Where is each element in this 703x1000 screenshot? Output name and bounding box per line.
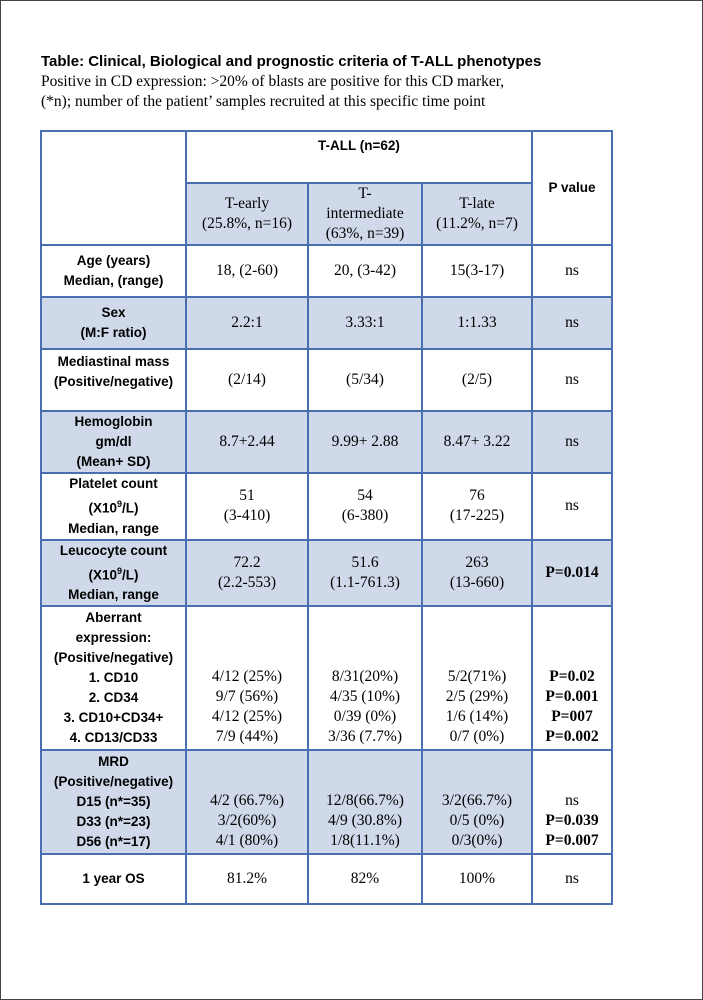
cell-platelet-pvalue: ns bbox=[532, 473, 612, 540]
row-label-sex: Sex (M:F ratio) bbox=[41, 297, 186, 349]
cell-leucocyte-pvalue: P=0.014 bbox=[532, 540, 612, 607]
caption-line-2: (*n); number of the patient’ samples recruited at this specific time point bbox=[41, 93, 486, 110]
row-label-os: 1 year OS bbox=[41, 854, 186, 904]
cell-hemoglobin-intermediate: 9.99+ 2.88 bbox=[308, 411, 422, 473]
caption-title: Table: Clinical, Biological and prognostic criteria of T-ALL phenotypes bbox=[41, 53, 542, 70]
cell-hemoglobin-pvalue: ns bbox=[532, 411, 612, 473]
table-row-mrd bbox=[41, 750, 612, 854]
cell-age-late: 15(3-17) bbox=[422, 245, 532, 297]
table-row-age bbox=[41, 245, 612, 297]
cell-age-pvalue: ns bbox=[532, 245, 612, 297]
header-pvalue-cell: P value bbox=[532, 131, 612, 245]
table-row-sex bbox=[41, 297, 612, 349]
cell-aberrant-intermediate: 8/31(20%) 4/35 (10%) 0/39 (0%) 3/36 (7.7%) bbox=[308, 606, 422, 750]
cell-sex-intermediate: 3.33:1 bbox=[308, 297, 422, 349]
cell-mrd-pvalue: ns P=0.039 P=0.007 bbox=[532, 750, 612, 854]
cell-aberrant-late: 5/2(71%) 2/5 (29%) 1/6 (14%) 0/7 (0%) bbox=[422, 606, 532, 750]
caption-line-1: Positive in CD expression: >20% of blasts are positive for this CD marker, bbox=[41, 73, 505, 90]
cell-mediastinal-late: (2/5) bbox=[422, 349, 532, 411]
cell-platelet-early: 51 (3-410) bbox=[186, 473, 308, 540]
cell-platelet-late: 76 (17-225) bbox=[422, 473, 532, 540]
table-row-hemoglobin bbox=[41, 411, 612, 473]
cell-hemoglobin-early: 8.7+2.44 bbox=[186, 411, 308, 473]
cell-platelet-intermediate: 54 (6-380) bbox=[308, 473, 422, 540]
phenotype-table bbox=[40, 130, 613, 905]
table-row-aberrant bbox=[41, 606, 612, 750]
cell-aberrant-pvalue: P=0.02 P=0.001 P=007 P=0.002 bbox=[532, 606, 612, 750]
cell-os-early: 81.2% bbox=[186, 854, 308, 904]
table-row-platelet bbox=[41, 473, 612, 540]
cell-hemoglobin-late: 8.47+ 3.22 bbox=[422, 411, 532, 473]
cell-mediastinal-early: (2/14) bbox=[186, 349, 308, 411]
row-label-hemoglobin: Hemoglobin gm/dl (Mean+ SD) bbox=[41, 411, 186, 473]
cell-leucocyte-late: 263 (13-660) bbox=[422, 540, 532, 607]
header-col-early: T-early (25.8%, n=16) bbox=[186, 183, 308, 245]
cell-leucocyte-early: 72.2 (2.2-553) bbox=[186, 540, 308, 607]
row-label-platelet: Platelet count $(X10^9/L)$ Median, range bbox=[41, 473, 186, 540]
table-row-mediastinal bbox=[41, 349, 612, 411]
header-col-intermediate: T- intermediate (63%, n=39) bbox=[308, 183, 422, 245]
row-label-age: Age (years) Median, (range) bbox=[41, 245, 186, 297]
table-caption bbox=[41, 52, 681, 112]
cell-mrd-intermediate: 12/8(66.7%) 4/9 (30.8%) 1/8(11.1%) bbox=[308, 750, 422, 854]
table-row-os bbox=[41, 854, 612, 904]
cell-mrd-early: 4/2 (66.7%) 3/2(60%) 4/1 (80%) bbox=[186, 750, 308, 854]
header-empty-cell bbox=[41, 131, 186, 245]
row-label-leucocyte: Leucocyte count $(X10^9/L)$ Median, range bbox=[41, 540, 186, 607]
cell-age-intermediate: 20, (3-42) bbox=[308, 245, 422, 297]
cell-sex-late: 1:1.33 bbox=[422, 297, 532, 349]
cell-mrd-late: 3/2(66.7%) 0/5 (0%) 0/3(0%) bbox=[422, 750, 532, 854]
header-col-late: T-late (11.2%, n=7) bbox=[422, 183, 532, 245]
cell-sex-pvalue: ns bbox=[532, 297, 612, 349]
header-row-group bbox=[41, 131, 612, 183]
cell-aberrant-early: 4/12 (25%) 9/7 (56%) 4/12 (25%) 7/9 (44%) bbox=[186, 606, 308, 750]
row-label-mrd: MRD (Positive/negative) D15 (n*=35) D33 (n*=23) D56 (n*=17) bbox=[41, 750, 186, 854]
cell-os-pvalue: ns bbox=[532, 854, 612, 904]
header-group-cell: T-ALL (n=62) bbox=[186, 131, 532, 183]
row-label-mediastinal: Mediastinal mass (Positive/negative) bbox=[41, 349, 186, 411]
cell-sex-early: 2.2:1 bbox=[186, 297, 308, 349]
row-label-aberrant: Aberrant expression: (Positive/negative) 1. CD10 2. CD34 3. CD10+CD34+ 4. CD13/CD33 bbox=[41, 606, 186, 750]
cell-mediastinal-intermediate: (5/34) bbox=[308, 349, 422, 411]
cell-os-late: 100% bbox=[422, 854, 532, 904]
cell-os-intermediate: 82% bbox=[308, 854, 422, 904]
table-row-leucocyte bbox=[41, 540, 612, 607]
cell-leucocyte-intermediate: 51.6 (1.1-761.3) bbox=[308, 540, 422, 607]
cell-mediastinal-pvalue: ns bbox=[532, 349, 612, 411]
cell-age-early: 18, (2-60) bbox=[186, 245, 308, 297]
